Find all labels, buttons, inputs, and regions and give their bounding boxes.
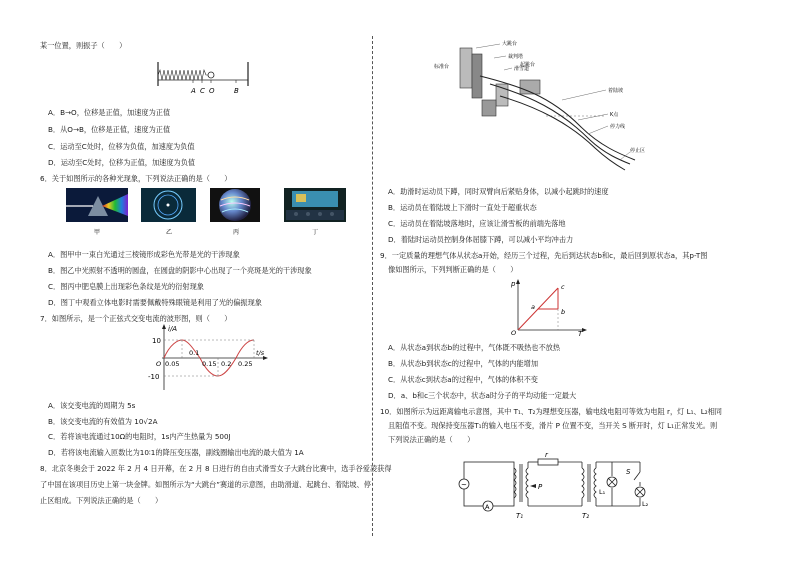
x-tick-0.15: 0.15 [202,360,217,368]
label-B: B [234,87,239,95]
q7-option-c: C．若将该电流通过10Ω的电阻时，1s内产生热量为 500J [48,432,231,441]
q9-option-d: D．a、b和c三个状态中，状态a时分子的平均动能一定最大 [388,391,577,400]
t1-label: T₁ [516,512,524,520]
label-O: O [511,329,517,336]
q6-option-a: A．图甲中一束白光通过三棱镜形成彩色光带是光的干涉现象 [48,250,240,259]
label-big-air: 大跳台 [502,41,518,47]
q8-stem-line-1: 8．北京冬奥会于 2022 年 2 月 4 日开幕，在 2 月 8 日进行的自由式滑雪女子大跳台比赛中，选手谷爱凌获得 [40,464,392,473]
power-transmission-circuit [458,450,648,522]
ammeter-label: A [485,503,490,511]
q6-option-b: B．图乙中光照射不透明的圆盘，在圆盘的阴影中心出现了一个亮斑是光的干涉现象 [48,266,312,275]
y-tick-pos: 10 [152,337,161,345]
x-tick-0.2: 0.2 [221,360,232,368]
label-T: T [578,330,583,336]
q8-option-c: C．运动员在着陆坡落地时，应该让滑雪板的前端先落地 [388,219,566,228]
label-takeoff: 起跳台 [520,62,536,68]
t2-label: T₂ [582,512,590,520]
x-tick-0.1: 0.1 [189,349,200,357]
switch-label: S [626,468,631,476]
oscillator-ball [208,72,214,78]
lamp2-label: L₂ [642,500,648,508]
label-a: a [531,303,535,311]
q7-option-a: A．该交变电流的周期为 5s [48,401,136,410]
q9-option-a: A．从状态a到状态b的过程中，气体既不吸热也不放热 [388,343,561,352]
q8-option-d: D．着陆时运动员控制身体屈膝下蹲，可以减小平均冲击力 [388,235,574,244]
q8-stem-line-3: 止区组成。下列说法正确的是（ ） [40,496,163,505]
label-landing-slope: 着陆坡 [608,88,624,94]
q10-stem-line-3: 下列说法正确的是（ ） [388,435,475,444]
q10-stem-line-2: 且阻值不变。现保持变压器T₁的输入电压不变，滑片 P 位置不变，当开关 S 断开时，灯 L₁正常发光。则 [388,421,718,430]
ac-waveform-graph [142,322,272,394]
spring-coil [158,70,208,80]
x-tick-0.25: 0.25 [238,360,253,368]
x-axis-label: t/s [256,349,265,357]
label-stop-zone: 停止区 [630,148,646,154]
q6-option-c: C．图丙中肥皂膜上出现彩色条纹是光的衍射现象 [48,282,204,291]
q7-option-b: B．该交变电流的有效值为 10√2A [48,417,158,426]
q5-option-b: B．从O→B，位移是正值，速度为正值 [48,125,171,134]
p-t-graph [508,278,588,336]
slider-label: P [538,483,543,491]
label-judge-tower: 裁判塔 [508,54,524,60]
light-phenomena-images [66,186,356,238]
label-ding: 丁 [312,229,319,236]
source-symbol: ~ [461,481,467,489]
q9-stem-line-1: 9．一定质量的理想气体从状态a开始，经历三个过程，先后到达状态b和c，最后回到原状态a，其p-T图 [380,251,708,260]
q9-option-c: C．从状态c到状态a的过程中，气体的体积不变 [388,375,538,384]
origin-label: O [156,360,162,368]
q9-option-b: B．从状态b到状态c的过程中，气体的内能增加 [388,359,539,368]
spring-oscillator-figure [150,58,255,102]
image-3d-cinema [284,188,346,222]
q7-stem: 7．如图所示，是一个正弦式交变电流的波形图，则（ ） [40,314,232,323]
y-tick-neg: -10 [148,373,160,381]
q5-stem-tail: 某一位置，则振子（ ） [40,41,127,50]
image-prism [66,188,128,222]
label-C: C [200,87,205,95]
label-p: p [511,280,516,288]
label-O: O [209,87,215,95]
column-divider [372,36,373,536]
q10-stem-line-1: 10．如图所示为远距离输电示意图，其中 T₁、T₂为理想变压器，输电线电阻可等效为电阻 r，灯 L₁、L₂相同 [380,407,722,416]
label-ski-run: 滑雪道 [514,66,530,72]
q8-option-b: B．运动员在着陆坡上下滑时一直处于超重状态 [388,203,537,212]
q5-option-a: A．B→O，位移是正值，加速度为正值 [48,108,171,117]
label-k-point: K点 [610,112,619,118]
label-b: b [561,308,566,316]
q5-option-d: D．运动至C处时，位移为正值，加速度为负值 [48,158,196,167]
q5-option-c: C．运动至C处时，位移为负值，加速度为负值 [48,142,195,151]
q9-stem-line-2: 像如图所示，下列判断正确的是（ ） [388,265,518,274]
image-soap-film [210,188,260,222]
ski-jump-diagram [420,36,650,176]
label-stop-line: 停力线 [610,124,626,130]
tower-4 [482,100,496,116]
label-c: c [561,283,565,291]
q8-option-a: A．助滑时运动员下蹲，同时双臂向后紧贴身体，以减小起跳时的速度 [388,187,609,196]
y-axis-label: i/A [168,325,178,333]
tower-1 [460,48,472,88]
image-poisson-spot [141,188,196,222]
q8-stem-line-2: 了中国在该项目历史上第一块金牌。如图所示为“大跳台”赛道的示意图，由助滑道、起跳台、着陆坡、停 [40,480,371,489]
x-tick-0.05: 0.05 [165,360,180,368]
label-jia: 甲 [94,229,101,236]
q6-stem: 6．关于如图所示的各种光现象，下列说法正确的是（ ） [40,174,232,183]
label-standard: 标准台 [434,64,450,70]
label-yi: 乙 [166,229,173,236]
q7-option-d: D．若将该电流输入匝数比为10∶1的降压变压器，副线圈输出电流的最大值为 1A [48,448,304,457]
resistor-label: r [545,451,548,459]
label-bing: 丙 [233,229,240,236]
lamp1-label: L₁ [599,488,606,496]
q6-option-d: D．图丁中观看立体电影时需要佩戴特殊眼镜是利用了光的偏振现象 [48,298,262,307]
label-A: A [191,87,196,95]
